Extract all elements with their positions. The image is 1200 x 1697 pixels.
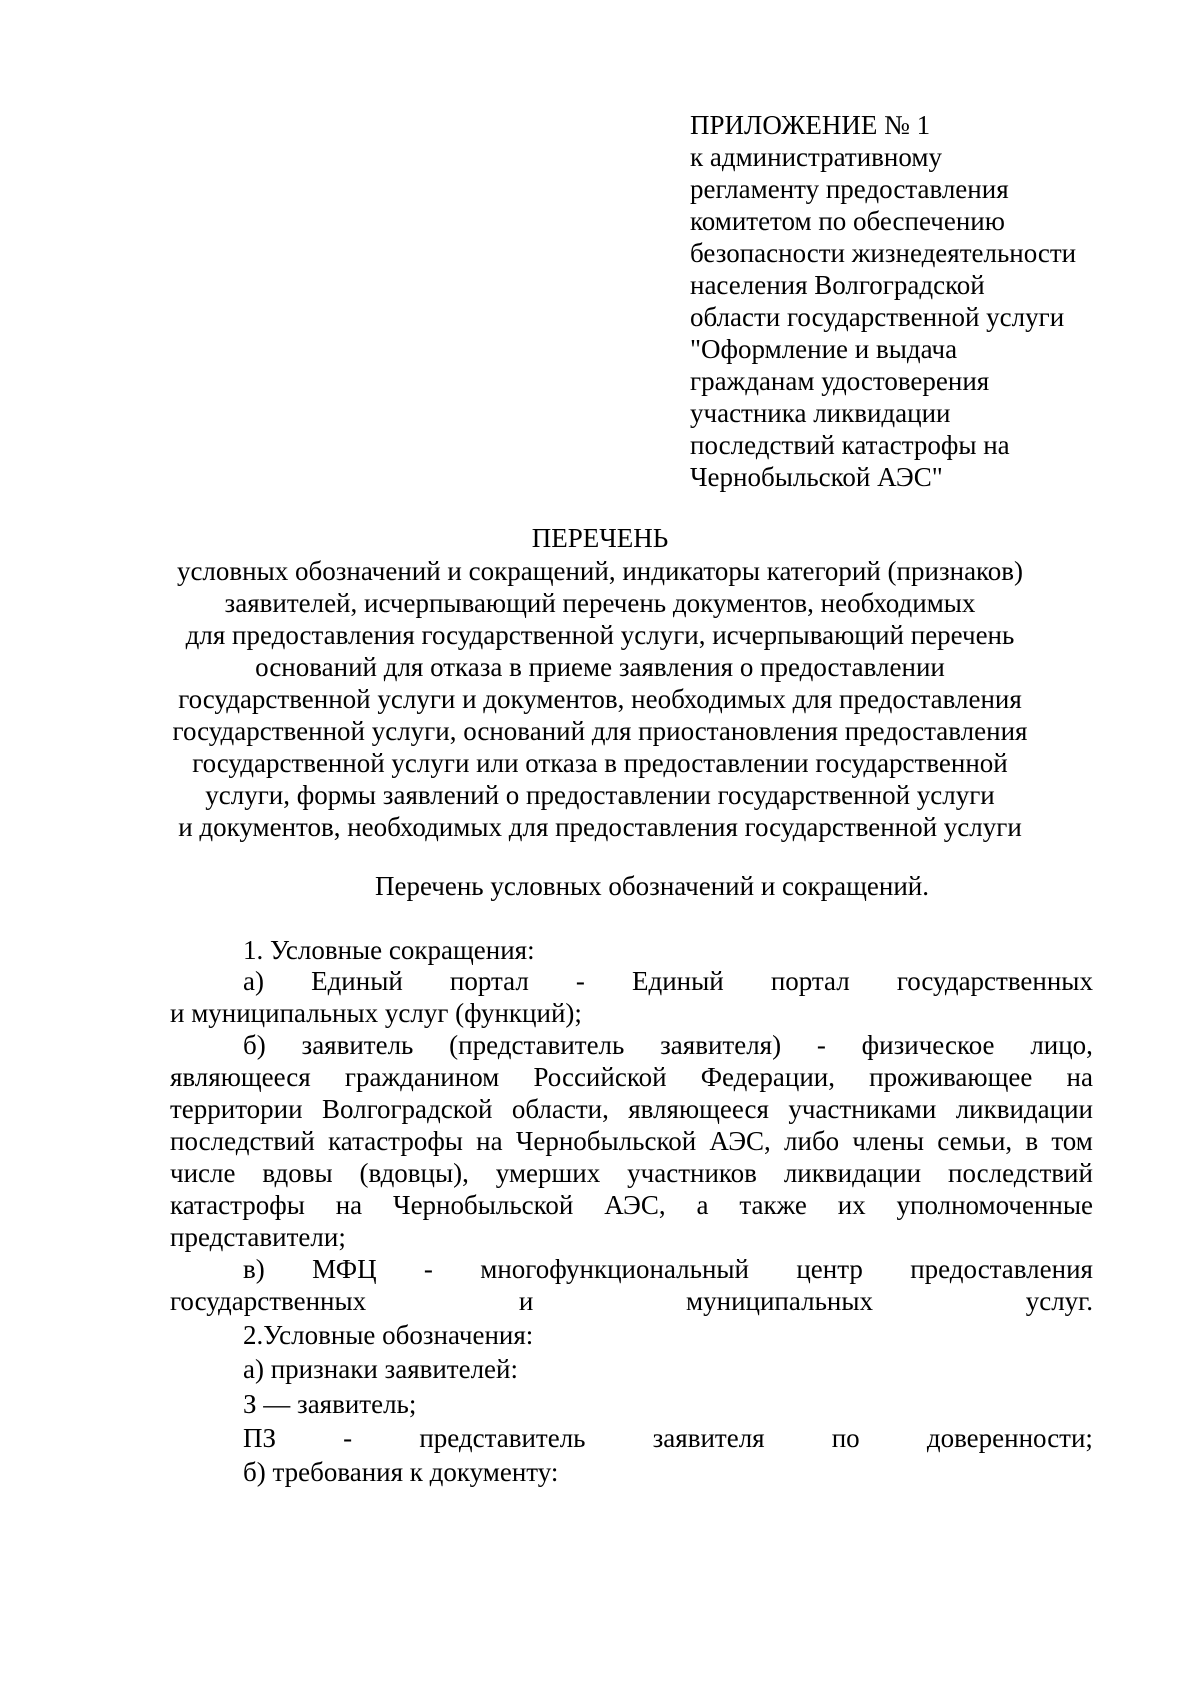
item-b-continuation: представители; [170, 1222, 346, 1252]
section-subtitle: Перечень условных обозначений и сокращений. [375, 871, 929, 901]
word: представитель [419, 1423, 586, 1453]
item-b-line [170, 1062, 1093, 1093]
word: в) [243, 1254, 265, 1284]
word: том [1051, 1126, 1093, 1156]
word: проживающее [869, 1062, 1033, 1092]
word: и [518, 1286, 534, 1316]
applicant-line: З — заявитель; [243, 1389, 417, 1419]
appendix-line: безопасности жизнедеятельности [690, 238, 1077, 268]
item-b-line [170, 1158, 1093, 1189]
document-heading: ПЕРЕЧЕНЬ [531, 523, 669, 553]
word: государственных [170, 1286, 367, 1316]
word: катастрофы [170, 1190, 305, 1220]
title-line: оснований для отказа в приеме заявления о предоставлении [255, 652, 945, 682]
appendix-line: области государственной услуги [690, 302, 1065, 332]
word: катастрофы [328, 1126, 463, 1156]
word: портал [449, 966, 529, 996]
word: на [335, 1190, 363, 1220]
appendix-line: населения Волгоградской [690, 270, 985, 300]
appendix-line: Чернобыльской АЭС" [690, 462, 943, 492]
word: территории [170, 1094, 303, 1124]
appendix-line: гражданам удостоверения [690, 366, 990, 396]
word: уполномоченные [896, 1190, 1093, 1220]
word: также [739, 1190, 807, 1220]
word: заявителя) [660, 1030, 782, 1060]
word: многофункциональный [480, 1254, 749, 1284]
word: их [837, 1190, 866, 1220]
word: по [831, 1423, 860, 1453]
word: Федерации, [700, 1062, 835, 1092]
word: вдовы [262, 1158, 333, 1188]
word: а) [243, 966, 264, 996]
word: - [816, 1030, 826, 1060]
word: доверенности; [926, 1423, 1093, 1453]
item-a-line [243, 966, 1093, 997]
representative-line [243, 1423, 1093, 1454]
word: последствий [948, 1158, 1093, 1188]
word: - [423, 1254, 433, 1284]
title-line: услуги, формы заявлений о предоставлении государственной услуги [205, 780, 995, 810]
word: АЭС, [604, 1190, 666, 1220]
word: Чернобыльской [393, 1190, 574, 1220]
word: предоставления [910, 1254, 1093, 1284]
title-line: государственной услуги и документов, необходимых для предоставления [178, 684, 1022, 714]
word: ликвидации [955, 1094, 1093, 1124]
word: АЭС, [709, 1126, 771, 1156]
title-line: для предоставления государственной услуги, исчерпывающий перечень [185, 620, 1015, 650]
word: физическое [861, 1030, 995, 1060]
word: МФЦ [312, 1254, 377, 1284]
title-line: государственной услуги или отказа в предоставлении государственной [192, 748, 1008, 778]
word: услуг. [1025, 1286, 1093, 1316]
word: являющееся [170, 1062, 311, 1092]
item-b-line [170, 1126, 1093, 1157]
word: (представитель [449, 1030, 625, 1060]
title-line: условных обозначений и сокращений, индикаторы категорий (признаков) [176, 556, 1024, 586]
word: Единый [632, 966, 724, 996]
word: государственных [896, 966, 1093, 996]
word: лицо, [1030, 1030, 1093, 1060]
word: центр [796, 1254, 863, 1284]
word: в [1025, 1126, 1039, 1156]
word: а [696, 1190, 709, 1220]
section-2-a: а) признаки заявителей: [243, 1354, 518, 1384]
appendix-line: комитетом по обеспечению [690, 206, 1005, 236]
word: числе [170, 1158, 236, 1188]
appendix-line: последствий катастрофы на [690, 430, 1010, 460]
title-line: государственной услуги, оснований для приостановления предоставления [172, 716, 1028, 746]
item-c-line [170, 1286, 1093, 1317]
item-c-line [243, 1254, 1093, 1285]
word: - [343, 1423, 353, 1453]
word: (вдовцы), [359, 1158, 469, 1188]
word: Единый [311, 966, 403, 996]
word: заявителя [652, 1423, 765, 1453]
word: участниками [788, 1094, 937, 1124]
item-b-line [243, 1030, 1093, 1061]
word: являющееся [628, 1094, 769, 1124]
word: области, [511, 1094, 609, 1124]
section-2-heading: 2.Условные обозначения: [243, 1320, 534, 1350]
title-line: заявителей, исчерпывающий перечень документов, необходимых [224, 588, 976, 618]
section-2-b: б) требования к документу: [243, 1457, 559, 1487]
appendix-line: к административному [690, 142, 942, 172]
appendix-line: "Оформление и выдача [690, 334, 958, 364]
word: последствий [170, 1126, 315, 1156]
item-b-line [170, 1094, 1093, 1125]
word: участников [627, 1158, 757, 1188]
appendix-line: регламенту предоставления [690, 174, 1009, 204]
word: на [1066, 1062, 1093, 1092]
word: гражданином [344, 1062, 500, 1092]
word: семьи, [937, 1126, 1013, 1156]
word: б) [243, 1030, 266, 1060]
word: Российской [533, 1062, 667, 1092]
section-1-heading: 1. Условные сокращения: [243, 935, 535, 965]
word: Волгоградской [321, 1094, 493, 1124]
word: Чернобыльской [515, 1126, 697, 1156]
word: на [476, 1126, 503, 1156]
item-b-line [170, 1190, 1093, 1221]
item-a-continuation: и муниципальных услуг (функций); [170, 998, 582, 1028]
word: портал [770, 966, 850, 996]
appendix-line: участника ликвидации [690, 398, 951, 428]
word: ликвидации [783, 1158, 922, 1188]
word: заявитель [301, 1030, 414, 1060]
title-line: и документов, необходимых для предоставления государственной услуги [178, 812, 1022, 842]
appendix-title: ПРИЛОЖЕНИЕ № 1 [690, 110, 931, 140]
word: умерших [495, 1158, 601, 1188]
word: муниципальных [686, 1286, 873, 1316]
word: либо [784, 1126, 840, 1156]
word: - [575, 966, 585, 996]
word: члены [852, 1126, 925, 1156]
word: ПЗ [243, 1423, 277, 1453]
